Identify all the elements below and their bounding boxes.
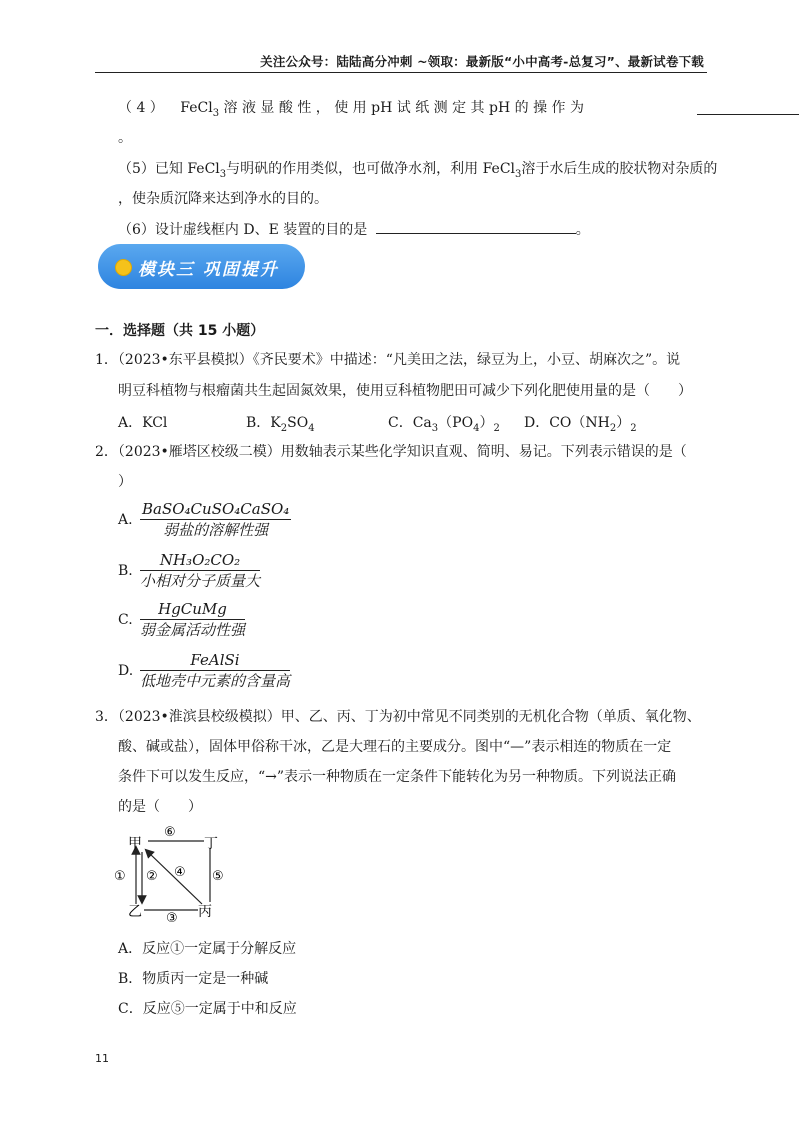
q2-option-d-caption: 低地壳中元素的含量高 [140, 672, 291, 690]
q2-option-d-formula: FeAlSi [190, 651, 240, 669]
q2-line-2: ） [118, 474, 132, 490]
q3-line-4: 的是（ ） [118, 799, 202, 815]
question-4-line [118, 98, 584, 124]
q3-option-a[interactable]: A．反应①一定属于分解反应 [118, 941, 297, 957]
edge-label-6: ⑥ [164, 825, 176, 840]
question-5-line-1: （5）已知 FeCl$_3$与明矾的作用类似，也可做净水剂，利用 FeCl$_3$溶于水后生成的胶状物对杂质的 [118, 161, 718, 180]
q1-line-1: 1．（2023•东平县模拟）《齐民要术》中描述：“凡美田之法，绿豆为上，小豆、胡麻次之”。说 [95, 352, 681, 368]
q4-label: （ 4 ） [118, 100, 164, 116]
page-header: 关注公众号：陆陆高分冲刺 ~领取：最新版“小中高考-总复习”、最新试卷下载 [260, 54, 704, 69]
node-yi: 乙 [128, 904, 142, 920]
q3-option-b[interactable]: B．物质丙一定是一种碱 [118, 971, 269, 987]
edge-label-1: ① [114, 869, 126, 884]
q2-option-a-letter[interactable]: A. [118, 512, 133, 528]
q1-option-d[interactable]: D．$CO(NH_2)_2$ [524, 415, 637, 434]
q4-text: 溶 液 显 酸 性 ， 使 用 pH 试 纸 测 定 其 pH 的 操 作 为 [219, 100, 584, 116]
q3-line-3: 条件下可以发生反应，“→”表示一种物质在一定条件下能转化为另一种物质。下列说法正确 [118, 769, 677, 785]
q4-answer-blank[interactable] [697, 100, 799, 115]
q2-option-d-axis[interactable] [140, 651, 290, 691]
q2-option-b-formula: NH₃O₂CO₂ [159, 551, 241, 569]
lightbulb-icon [115, 259, 132, 276]
q1-option-c[interactable]: C．$Ca_3(PO_4)_2$ [388, 415, 500, 434]
module-banner [98, 244, 305, 289]
q3-reaction-diagram [108, 822, 228, 922]
edge-label-5: ⑤ [212, 869, 224, 884]
node-jia: 甲 [128, 836, 142, 852]
node-ding: 丁 [204, 836, 218, 852]
q6-answer-blank[interactable] [376, 219, 576, 234]
edge-label-4: ④ [174, 865, 186, 880]
q2-option-b-axis[interactable] [140, 551, 260, 591]
q1-option-a[interactable]: A．KCl [118, 415, 168, 431]
q2-option-c-axis[interactable] [140, 600, 245, 640]
q2-option-b-letter[interactable]: B. [118, 563, 133, 579]
q2-option-a-axis[interactable] [140, 500, 291, 540]
section-title: 一．选择题（共 15 小题） [95, 323, 265, 339]
header-divider [95, 72, 707, 73]
q2-option-b-caption: 小相对分子质量大 [140, 572, 261, 590]
edge-label-2: ② [146, 869, 158, 884]
edge-label-3: ③ [166, 911, 178, 922]
q1-option-b[interactable]: B．$K_2SO_4$ [246, 415, 315, 434]
q2-option-c-letter[interactable]: C. [118, 612, 133, 628]
q2-option-a-formula: BaSO₄CuSO₄CaSO₄ [142, 500, 290, 518]
q2-line-1: 2．（2023•雁塔区校级二模）用数轴表示某些化学知识直观、简明、易记。下列表示错误的是（ [95, 444, 687, 460]
q1-line-2: 明豆科植物与根瘤菌共生起固氮效果，使用豆科植物肥田可减少下列化肥使用量的是（ ） [118, 383, 692, 399]
q3-line-2: 酸、碱或盐），固体甲俗称干冰，乙是大理石的主要成分。图中“—”表示相连的物质在一定 [118, 739, 672, 755]
q3-line-1: 3．（2023•淮滨县校级模拟）甲、乙、丙、丁为初中常见不同类别的无机化合物（单质、氧化物、 [95, 709, 701, 725]
q3-option-c[interactable]: C．反应⑤一定属于中和反应 [118, 1001, 297, 1017]
banner-label: 模块三 巩固提升 [138, 260, 279, 280]
node-bing: 丙 [198, 904, 212, 920]
q2-option-c-caption: 弱金属活动性强 [140, 621, 246, 639]
page-number: 11 [95, 1052, 109, 1065]
q2-option-c-formula: HgCuMg [158, 600, 227, 618]
q4-formula: FeCl$_3$ [180, 100, 220, 119]
q2-option-a-caption: 弱盐的溶解性强 [163, 521, 269, 539]
q4-end: 。 [118, 130, 132, 146]
question-6-line: （6）设计虚线框内 D、E 装置的目的是 。 [118, 219, 590, 240]
question-5-line-2: ，使杂质沉降来达到净水的目的。 [118, 191, 328, 207]
q2-option-d-letter[interactable]: D. [118, 663, 134, 679]
